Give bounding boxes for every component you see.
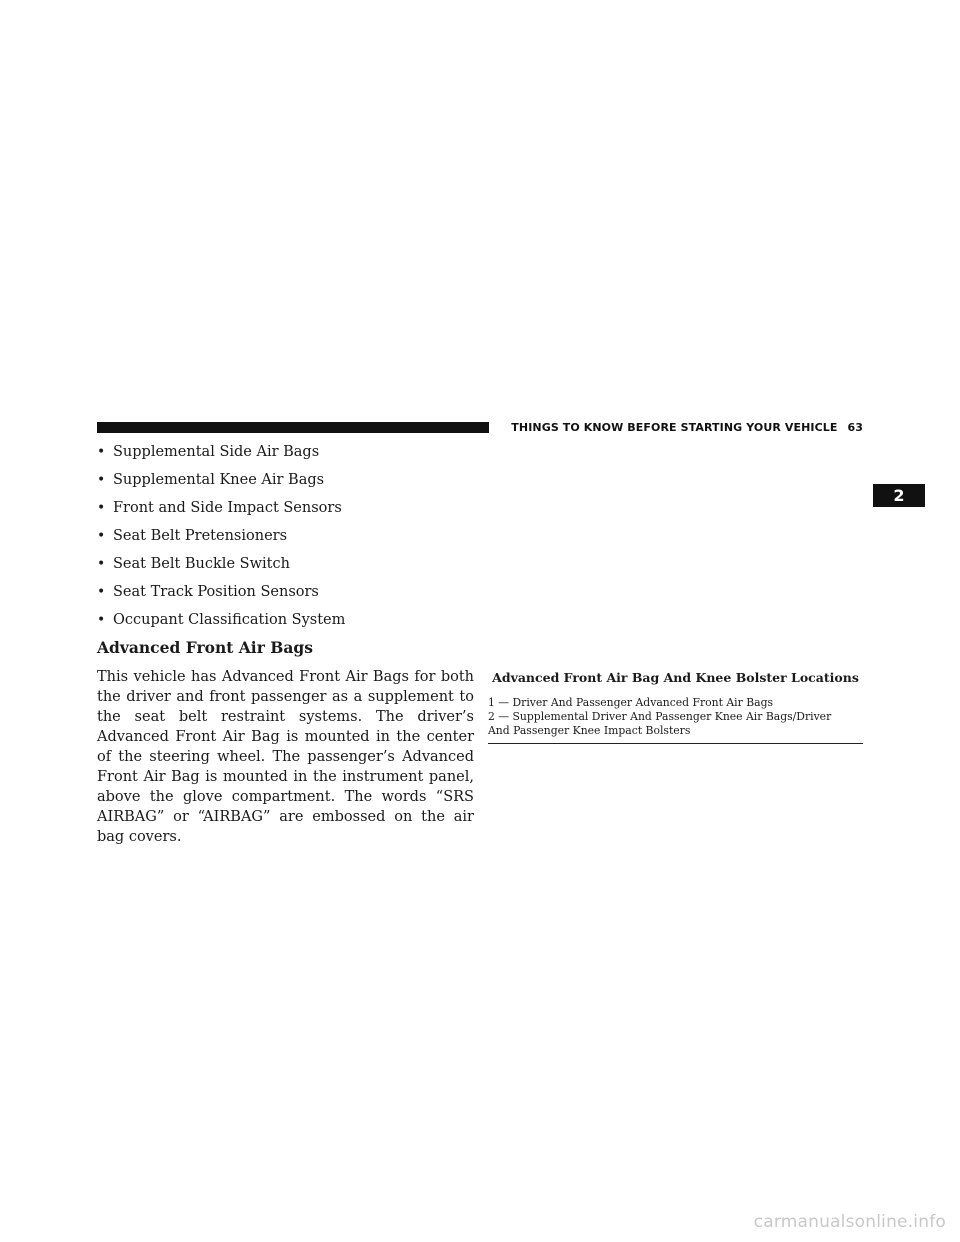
figure-caption: Advanced Front Air Bag And Knee Bolster Locations bbox=[492, 670, 859, 685]
list-item bbox=[97, 526, 477, 554]
page-number: 63 bbox=[847, 420, 863, 434]
list-item bbox=[97, 498, 477, 526]
list-item-text: Seat Belt Buckle Switch bbox=[113, 556, 290, 572]
component-bullet-list bbox=[97, 442, 477, 638]
body-paragraph: This vehicle has Advanced Front Air Bags for both the driver and front passenger as a supplement to the seat belt restraint systems. The driver’s Advanced Front Air Bag is mounted in the center of the steering wheel. The passenger’s Advanced Front Air Bag is mounted in the instrument panel, above the glove compartment. The words “SRS AIRBAG” or “AIRBAG” are embossed on the air bag covers. bbox=[97, 669, 474, 845]
legend-item: 1 — Driver And Passenger Advanced Front Air Bags bbox=[488, 696, 774, 709]
list-item bbox=[97, 582, 477, 610]
running-header bbox=[493, 419, 863, 435]
header-rule-bar bbox=[97, 422, 489, 433]
bullet-icon: • bbox=[97, 500, 106, 516]
bullet-icon: • bbox=[97, 472, 106, 488]
list-item bbox=[97, 554, 477, 582]
list-item-text: Supplemental Knee Air Bags bbox=[113, 472, 325, 488]
figure-legend bbox=[488, 696, 863, 744]
list-item-text: Occupant Classification System bbox=[113, 612, 346, 628]
bullet-icon: • bbox=[97, 556, 106, 572]
bullet-icon: • bbox=[97, 444, 106, 460]
watermark: carmanualsonline.info bbox=[753, 1212, 946, 1232]
list-item-text: Front and Side Impact Sensors bbox=[113, 500, 342, 516]
list-item-text: Supplemental Side Air Bags bbox=[113, 444, 320, 460]
section-heading: Advanced Front Air Bags bbox=[97, 638, 313, 657]
list-item-text: Seat Belt Pretensioners bbox=[113, 528, 288, 544]
bullet-icon: • bbox=[97, 528, 106, 544]
list-item bbox=[97, 470, 477, 498]
legend-item: And Passenger Knee Impact Bolsters bbox=[488, 724, 691, 737]
list-item-text: Seat Track Position Sensors bbox=[113, 584, 319, 600]
bullet-icon: • bbox=[97, 612, 106, 628]
list-item bbox=[97, 442, 477, 470]
chapter-tab: 2 bbox=[873, 484, 925, 507]
list-item bbox=[97, 610, 477, 638]
section-title: THINGS TO KNOW BEFORE STARTING YOUR VEHICLE bbox=[511, 420, 838, 434]
legend-item: 2 — Supplemental Driver And Passenger Knee Air Bags/Driver bbox=[488, 710, 832, 723]
bullet-icon: • bbox=[97, 584, 106, 600]
